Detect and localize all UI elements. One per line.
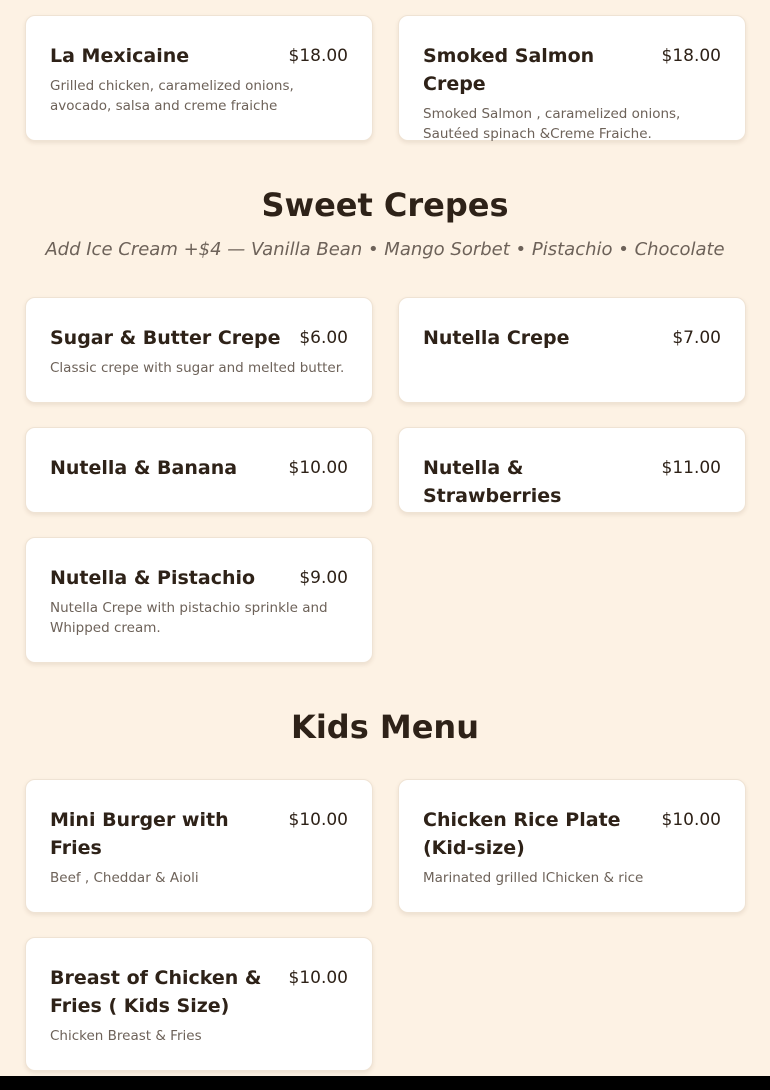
menu-item-price: $11.00 bbox=[661, 458, 721, 478]
menu-item-name: Smoked Salmon Crepe bbox=[423, 45, 595, 95]
menu-item-name: Breast of Chicken & Fries ( Kids Size) bbox=[50, 967, 262, 1017]
menu-item-price: $18.00 bbox=[288, 46, 348, 66]
bottom-bar bbox=[0, 1076, 770, 1090]
menu-item-name: Mini Burger with Fries bbox=[50, 809, 229, 859]
menu-item-card[interactable] bbox=[398, 427, 746, 513]
menu-item-description: Beef , Cheddar & Aioli bbox=[50, 870, 199, 886]
menu-item-price: $18.00 bbox=[661, 46, 721, 66]
menu-item-card[interactable] bbox=[25, 297, 373, 403]
menu-item-price: $9.00 bbox=[299, 568, 348, 588]
menu-item-price: $10.00 bbox=[288, 968, 348, 988]
menu-item-name: Chicken Rice Plate (Kid-size) bbox=[423, 809, 621, 859]
menu-item-card[interactable] bbox=[25, 937, 373, 1071]
menu-item-price: $6.00 bbox=[299, 328, 348, 348]
menu-item-name: Nutella & Banana bbox=[50, 457, 238, 479]
menu-item-price: $7.00 bbox=[672, 328, 721, 348]
menu-item-card[interactable] bbox=[398, 15, 746, 141]
menu-item-price: $10.00 bbox=[288, 810, 348, 830]
menu-item-name: Nutella & Strawberries bbox=[423, 457, 562, 507]
menu-item-description: Marinated grilled lChicken & rice bbox=[423, 870, 644, 886]
menu-item-card[interactable] bbox=[25, 779, 373, 913]
section-title-sweet-crepes: Sweet Crepes bbox=[261, 186, 509, 224]
menu-item-name: Sugar & Butter Crepe bbox=[50, 327, 281, 349]
section-subtitle-ice-cream: Add Ice Cream +$4 — Vanilla Bean • Mango Sorbet • Pistachio • Chocolate bbox=[45, 239, 725, 260]
menu-item-description: Classic crepe with sugar and melted butter. bbox=[50, 360, 345, 376]
menu-item-card[interactable] bbox=[398, 779, 746, 913]
menu-item-name: La Mexicaine bbox=[50, 45, 190, 67]
section-title-kids-menu: Kids Menu bbox=[291, 708, 479, 746]
menu-item-price: $10.00 bbox=[288, 458, 348, 478]
menu-item-name: Nutella & Pistachio bbox=[50, 567, 256, 589]
menu-item-card[interactable] bbox=[398, 297, 746, 403]
menu-item-name: Nutella Crepe bbox=[423, 327, 570, 349]
menu-item-description: Grilled chicken, caramelized onions, avocado, salsa and creme fraiche bbox=[50, 78, 294, 114]
menu-item-card[interactable] bbox=[25, 427, 373, 513]
menu-item-card[interactable] bbox=[25, 15, 373, 141]
menu-item-description: Smoked Salmon , caramelized onions, Sautéed spinach &Creme Fraiche. bbox=[423, 106, 681, 142]
menu-item-description: Chicken Breast & Fries bbox=[50, 1028, 202, 1044]
menu-item-price: $10.00 bbox=[661, 810, 721, 830]
menu-item-description: Nutella Crepe with pistachio sprinkle and Whipped cream. bbox=[50, 600, 328, 636]
menu-item-card[interactable] bbox=[25, 537, 373, 663]
